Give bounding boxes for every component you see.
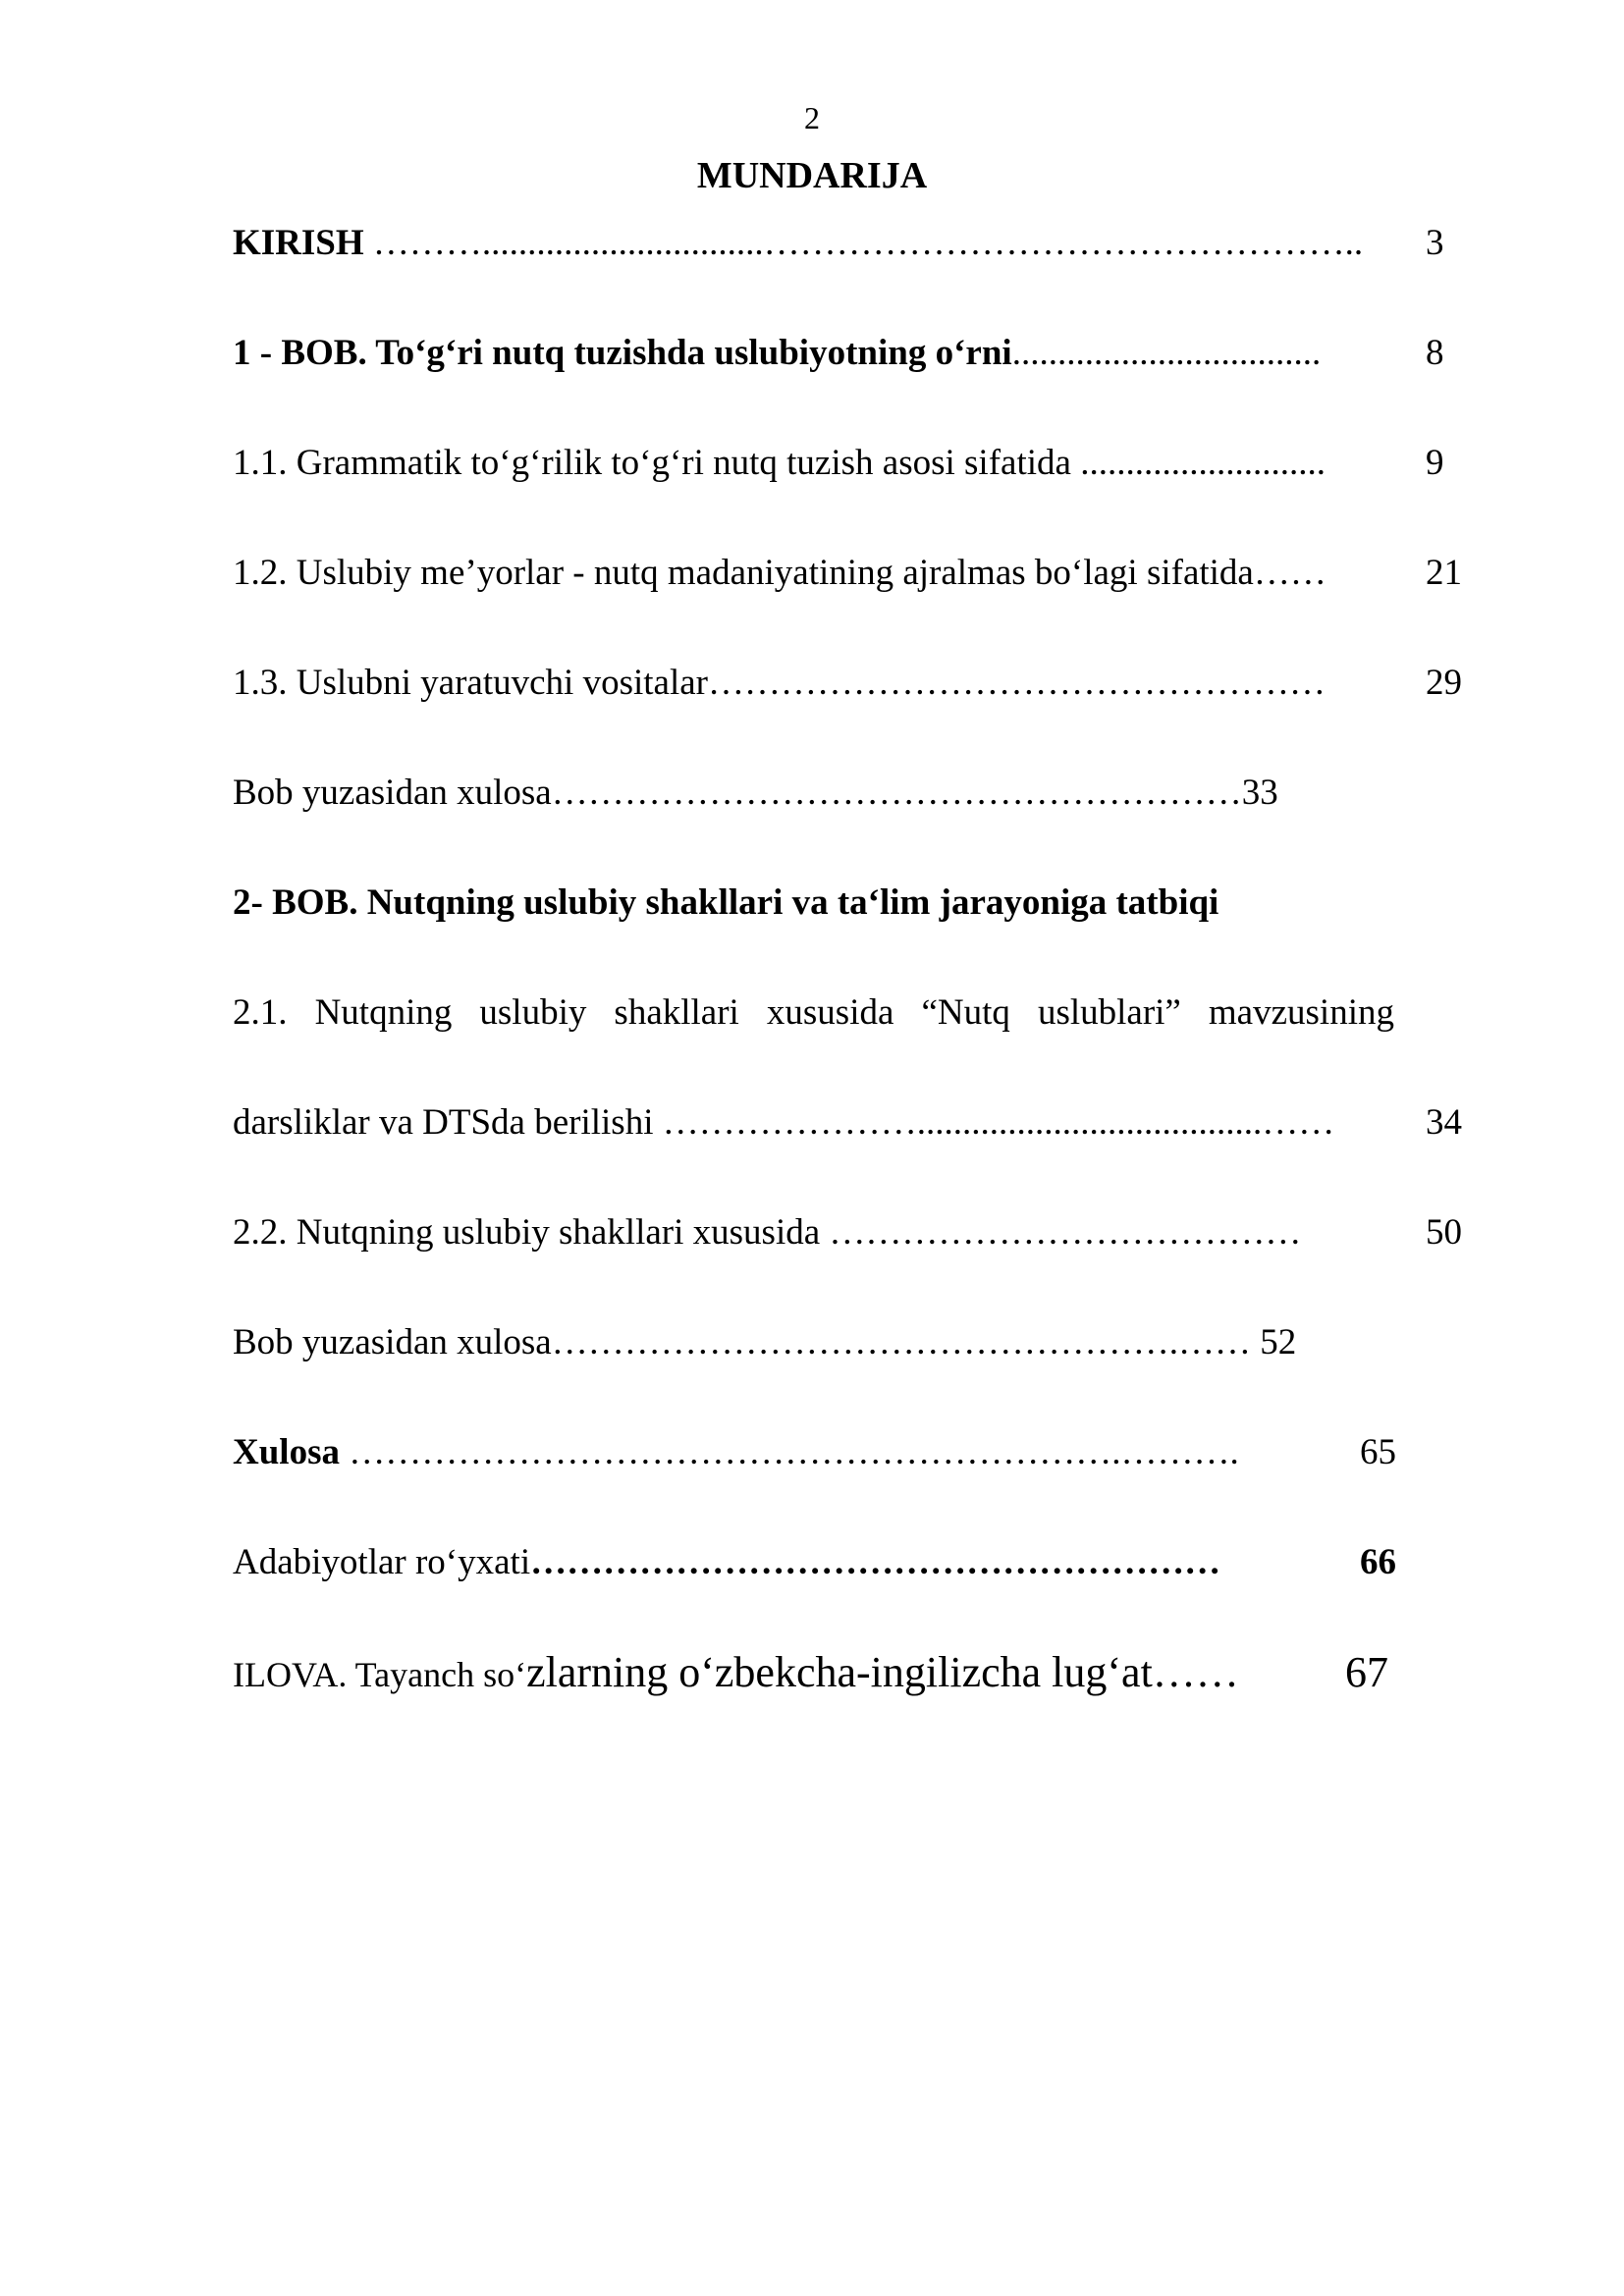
toc-entry-section-1-2[interactable] [233, 550, 1326, 597]
toc-entry-section-2-1-line-2[interactable] [233, 1099, 1334, 1147]
toc-leader: ………………………………………………… [551, 773, 1242, 813]
toc-page-number: 34 [1426, 1102, 1462, 1143]
toc-entry-label: Bob yuzasidan xulosa [233, 773, 552, 813]
toc-entry-chapter-2[interactable] [233, 880, 1218, 927]
toc-leader: …………………………………………… [707, 663, 1326, 703]
toc-entry-label: Xulosa [233, 1432, 340, 1472]
toc-page-number: 52 [1250, 1322, 1297, 1362]
toc-leader: ……………………………………………………….………. [339, 1432, 1239, 1472]
toc-entry-label: Adabiyotlar ro‘yxati [233, 1542, 531, 1582]
toc-entry-section-1-1[interactable] [233, 440, 1326, 487]
toc-entry-label: KIRISH [233, 223, 364, 263]
toc-entry-label: darsliklar va DTSda berilishi [233, 1102, 663, 1143]
toc-page-number: 8 [1426, 333, 1444, 373]
toc-entry-section-2-1-line-1[interactable] [233, 989, 1394, 1037]
toc-entry-label-part-1: ILOVA. Tayanch so‘ [233, 1655, 527, 1694]
toc-entry-label: 1.1. Grammatik to‘g‘rilik to‘g‘ri nutq tuzish asosi sifatida [233, 443, 1081, 483]
toc-entry-label: 1.3. Uslubni yaratuvchi vositalar [233, 663, 708, 703]
page-number: 2 [804, 100, 820, 135]
toc-leader: .................................. [1011, 333, 1322, 373]
toc-leader: ………………………………… [829, 1212, 1302, 1253]
toc-page-number: 33 [1241, 773, 1278, 813]
toc-entry-section-2-2[interactable] [233, 1209, 1301, 1256]
toc-page-number: 65 [1360, 1432, 1396, 1472]
toc-entry-label: 2- BOB. Nutqning uslubiy shakllari va ta‘lim jarayoniga tatbiqi [233, 882, 1219, 923]
toc-entry-label-part-2: zlarning o‘zbekcha-ingilizcha lug‘at…… [526, 1648, 1239, 1696]
toc-entry-label: 1 - BOB. To‘g‘ri nutq tuzishda uslubiyotning o‘rni [233, 333, 1012, 373]
toc-page-number: 29 [1426, 663, 1462, 703]
toc-page-number: 21 [1426, 553, 1462, 593]
toc-leader: …… [1253, 553, 1326, 593]
toc-leader: …………………………………………….…… [551, 1322, 1251, 1362]
toc-leader: ………………………………………………… [530, 1542, 1221, 1582]
toc-page-number: 9 [1426, 443, 1444, 483]
toc-entry-chapter-2-conclusion[interactable] [233, 1319, 1296, 1366]
toc-entry-section-1-3[interactable] [233, 660, 1326, 707]
toc-leader: ………...............................………………………………………….. [363, 223, 1364, 263]
toc-entry-label: Bob yuzasidan xulosa [233, 1322, 552, 1362]
toc-entry-kirish[interactable] [233, 220, 1363, 267]
toc-page-number: 50 [1426, 1212, 1462, 1253]
toc-leader: …………………......................................…… [662, 1102, 1335, 1143]
toc-leader: ........................... [1080, 443, 1326, 483]
toc-page-number: 3 [1426, 223, 1444, 263]
toc-entry-appendix[interactable] [233, 1649, 1239, 1699]
toc-page-number: 67 [1345, 1648, 1388, 1696]
toc-entry-chapter-1-conclusion[interactable] [233, 770, 1278, 817]
toc-entry-label: 2.2. Nutqning uslubiy shakllari xususida [233, 1212, 830, 1253]
page-title: MUNDARIJA [696, 155, 928, 196]
toc-entry-label: 1.2. Uslubiy me’yorlar - nutq madaniyatining ajralmas bo‘lagi sifatida [233, 553, 1254, 593]
toc-entry-conclusion[interactable] [233, 1429, 1239, 1476]
toc-entry-bibliography[interactable] [233, 1539, 1220, 1586]
toc-entry-chapter-1[interactable] [233, 330, 1321, 377]
toc-entry-label: 2.1. Nutqning uslubiy shakllari xususida “Nutq uslublari” mavzusining [233, 992, 1394, 1033]
toc-page-number: 66 [1360, 1542, 1396, 1582]
